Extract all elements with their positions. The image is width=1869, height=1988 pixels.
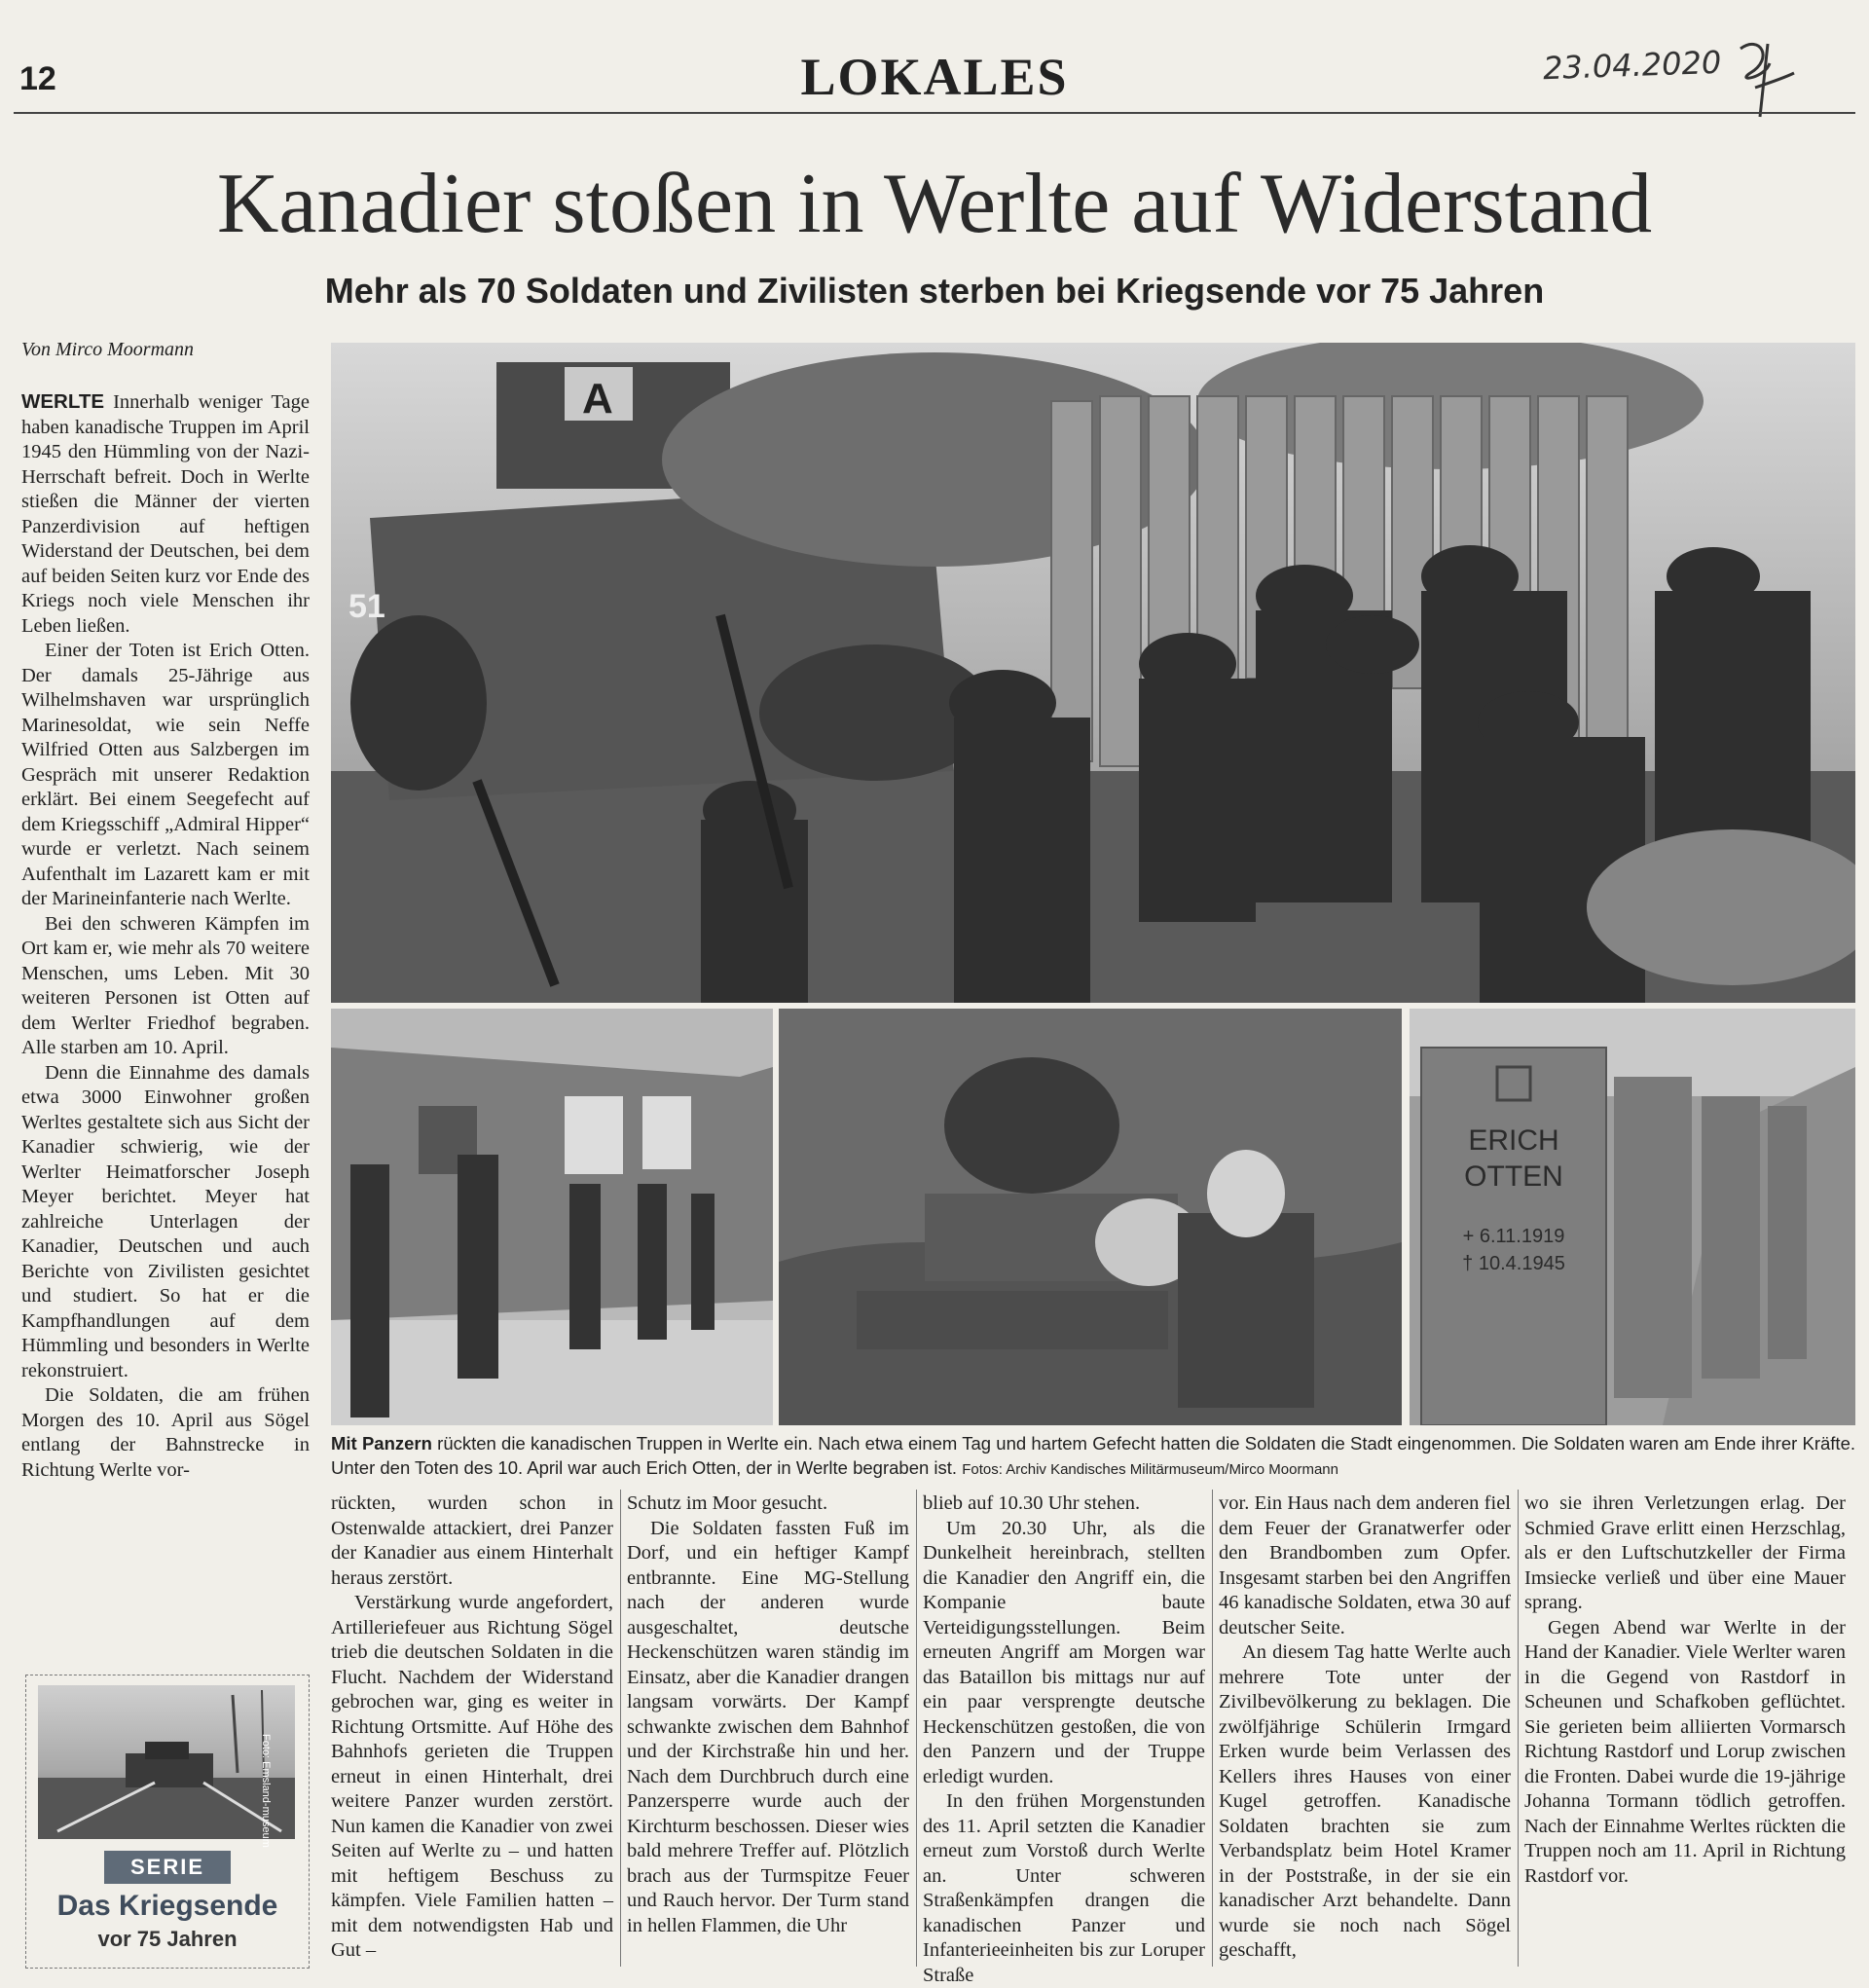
- series-box: [25, 1675, 310, 1969]
- tank-hull-number: 51: [348, 588, 385, 625]
- caption-text: rückten die kanadischen Truppen in Werlte ein. Nach etwa einem Tag und hartem Gefecht hatten die Soldaten die Stadt eingenommen. Die Soldaten waren am Ende ihrer Kräfte. Unter den Toten des 10. April war auch Erich Otten, der in Werlte begraben ist.: [331, 1433, 1855, 1478]
- article-column-5: [1219, 1491, 1511, 1964]
- header-rule: [14, 112, 1855, 114]
- series-photo-credit: Foto: Emsland-museum: [260, 1734, 272, 1848]
- signature-mark: [1721, 29, 1799, 122]
- handwritten-date: 23.04.2020: [1542, 43, 1722, 88]
- gravestone-death: † 10.4.1945: [1462, 1253, 1565, 1274]
- tank-turret-letter: A: [582, 375, 613, 423]
- photo-caption: [331, 1431, 1855, 1482]
- photo-gravestones: [1410, 1009, 1855, 1425]
- article-column-3: [627, 1491, 909, 1938]
- photo-resting-soldiers: [779, 1009, 1402, 1425]
- gravestone-name-line1: ERICH: [1468, 1124, 1559, 1157]
- paragraph: An diesem Tag hatte Werlte auch mehrere Tote unter der Zivilbevölkerung zu beklagen. Die zwölfjährige Schülerin Irmgard Erken wurde beim Verlassen des Kellers ihres Hauses von einer Kugel getroffen. Kanadische Soldaten brachten sie zum Verbandsplatz beim Hotel Kramer in der Poststraße, in der sie ein kanadischer Arzt behandelte. Dann wurde sie noch nach Sögel geschafft,: [1219, 1641, 1511, 1961]
- main-photo-tank-soldiers: [331, 343, 1855, 1003]
- paragraph: blieb auf 10.30 Uhr stehen.: [923, 1492, 1141, 1514]
- paragraph: wo sie ihren Verletzungen erlag. Der Schmied Grave erlitt einen Herzschlag, als er den Luftschutzkeller der Firma Imsiecke verließ und über eine Mauer sprang.: [1524, 1492, 1846, 1613]
- article-column-4: [923, 1491, 1205, 1988]
- paragraph: Schutz im Moor gesucht.: [627, 1492, 828, 1514]
- series-title: Das Kriegsende: [56, 1890, 278, 1922]
- gravestone-name-line2: OTTEN: [1464, 1160, 1563, 1193]
- paragraph: WERLTE Innerhalb weniger Tage haben kanadische Truppen im April 1945 den Hümmling von der Nazi-Herrschaft befreit. Doch in Werlte stießen die Männer der vierten Panzerdivision auf heftigen Widerstand der Deutschen, bei dem auf beiden Seiten kurz vor Ende des Kriegs noch viele Menschen ihr Leben ließen.: [21, 390, 311, 637]
- photo-credit: Fotos: Archiv Kandisches Militärmuseum/Mirco Moormann: [962, 1461, 1338, 1478]
- paragraph: Die Soldaten fassten Fuß im Dorf, und ein heftiger Kampf entbrannte. Eine MG-Stellung nach der anderen wurde ausgeschaltet, deutsche Heckenschützen waren ständig im Einsatz, aber die Kanadier drangen langsam vorwärts. Der Kampf schwankte zwischen dem Bahnhof und der Kirchstraße hin und her. Nach dem Durchbruch durch eine Panzersperre wurde auch der Kirchturm beschossen. Dieser wies bald mehrere Treffer auf. Plötzlich brach aus der Turmspitze Feuer und Rauch hervor. Der Turm stand in hellen Flammen, die Uhr: [627, 1517, 909, 1936]
- column-rule: [1212, 1490, 1213, 1967]
- column-rule: [1518, 1490, 1519, 1967]
- resting-soldiers-image: [779, 1009, 1402, 1425]
- street-soldiers-image: [331, 1009, 773, 1425]
- article-column-2: [331, 1491, 613, 1964]
- article-column-1: [21, 389, 310, 1483]
- caption-lead: Mit Panzern: [331, 1433, 432, 1454]
- paragraph: Einer der Toten ist Erich Otten. Der damals 25-Jährige aus Wilhelmshaven war ursprünglich Marinesoldat, wie sein Neffe Wilfried Otten aus Salzbergen im Gespräch mit unserer Redaktion erklärt. Bei einem Seegefecht auf dem Kriegsschiff „Admiral Hipper“ wurde er verletzt. Nach seinem Aufenthalt im Lazarett kam er mit der Marineinfanterie nach Werlte.: [21, 640, 310, 909]
- dateline: WERLTE: [21, 390, 105, 413]
- paragraph: Um 20.30 Uhr, als die Dunkelheit hereinbrach, stellten die Kanadier den Angriff ein, die Kompanie baute Verteidigungsstellungen. Beim erneuten Angriff am Morgen war das Bataillon bis mittags nur auf ein paar versprengte deutsche Heckenschützen gestoßen, die von den Panzern und der Truppe erledigt wurden.: [923, 1517, 1205, 1787]
- paragraph: Bei den schweren Kämpfen im Ort kam er, wie mehr als 70 weitere Menschen, ums Leben. Mit 30 weiteren Personen ist Otten auf dem Werlter Friedhof begraben. Alle starben am 10. April.: [21, 912, 310, 1058]
- series-subtitle: vor 75 Jahren: [97, 1927, 238, 1951]
- paragraph: Verstärkung wurde angefordert, Artilleriefeuer aus Richtung Sögel trieb die deutschen Soldaten in die Flucht. Nachdem der Widerstand gebrochen war, ging es weiter in Richtung Ortsmitte. Auf Höhe des Bahnhofs gerieten die Truppen erneut in einen Hinterhalt, drei weitere Panzer wurden zerstört. Nun kamen die Kanadier von zwei Seiten auf Werlte zu – und hatten mit heftigem Beschuss zu kämpfen. Viele Familien hatten – mit dem notwendigsten Hab und Gut –: [331, 1592, 613, 1961]
- series-photo: [38, 1685, 295, 1839]
- byline: Von Mirco Moormann: [21, 339, 195, 360]
- paragraph: Gegen Abend war Werlte in der Hand der Kanadier. Viele Werlter waren in die Gegend von Rastdorf in Scheunen und Schafkoben geflüchtet. Sie gerieten beim alliierten Vormarsch Richtung Rastdorf und Lorup zwischen die Fronten. Dabei wurde die 19-jährige Johanna Tormann tödlich getroffen. Nach der Einnahme Werltes rückten die Truppen noch am 11. April in Richtung Rastdorf vor.: [1524, 1616, 1846, 1887]
- article-column-6: [1524, 1491, 1846, 1889]
- photo-soldiers-street: [331, 1009, 773, 1425]
- page-number: 12: [19, 60, 56, 97]
- gravestone-birth: + 6.11.1919: [1462, 1226, 1565, 1247]
- tank-soldiers-image: [331, 343, 1855, 1003]
- paragraph: Denn die Einnahme des damals etwa 3000 Einwohner großen Werltes gestaltete sich aus Sicht der Kanadier schwierig, wie der Werlter Heimatforscher Joseph Meyer berichtet. Meyer hat zahlreiche Unterlagen der Kanadier, Deutschen und auch Berichte von Zivilisten gesichtet und studiert. So hat er die Kampfhandlungen auf dem Hümmling und besonders in Werlte rekonstruiert.: [21, 1061, 310, 1381]
- series-label: SERIE: [104, 1851, 231, 1884]
- subheadline: Mehr als 70 Soldaten und Zivilisten sterben bei Kriegsende vor 75 Jahren: [324, 271, 1545, 311]
- paragraph: In den frühen Morgenstunden des 11. April setzten die Kanadier erneut zum Vorstoß durch Werlte an. Unter schweren Straßenkämpfen drangen die kanadischen Panzer und Infanterieeinheiten bis zur Loruper Straße: [923, 1790, 1205, 1986]
- railway-tank-image: [38, 1685, 295, 1839]
- paragraph: Die Soldaten, die am frühen Morgen des 10. April aus Sögel entlang der Bahnstrecke in Richtung Werlte vor-: [21, 1384, 310, 1481]
- paragraph: rückten, wurden schon in Ostenwalde attackiert, drei Panzer der Kanadier aus einem Hinterhalt heraus zerstört.: [331, 1492, 613, 1589]
- headline: Kanadier stoßen in Werlte auf Widerstand: [216, 157, 1653, 251]
- column-rule: [916, 1490, 917, 1967]
- paragraph: vor. Ein Haus nach dem anderen fiel dem Feuer der Granatwerfer oder den Brandbomben zum Opfer. Insgesamt starben bei den Angriffen 46 kanadische Soldaten, etwa 30 auf deutscher Seite.: [1219, 1492, 1511, 1638]
- column-rule: [620, 1490, 621, 1967]
- section-title: LOKALES: [800, 48, 1069, 106]
- gravestones-image: [1410, 1009, 1855, 1425]
